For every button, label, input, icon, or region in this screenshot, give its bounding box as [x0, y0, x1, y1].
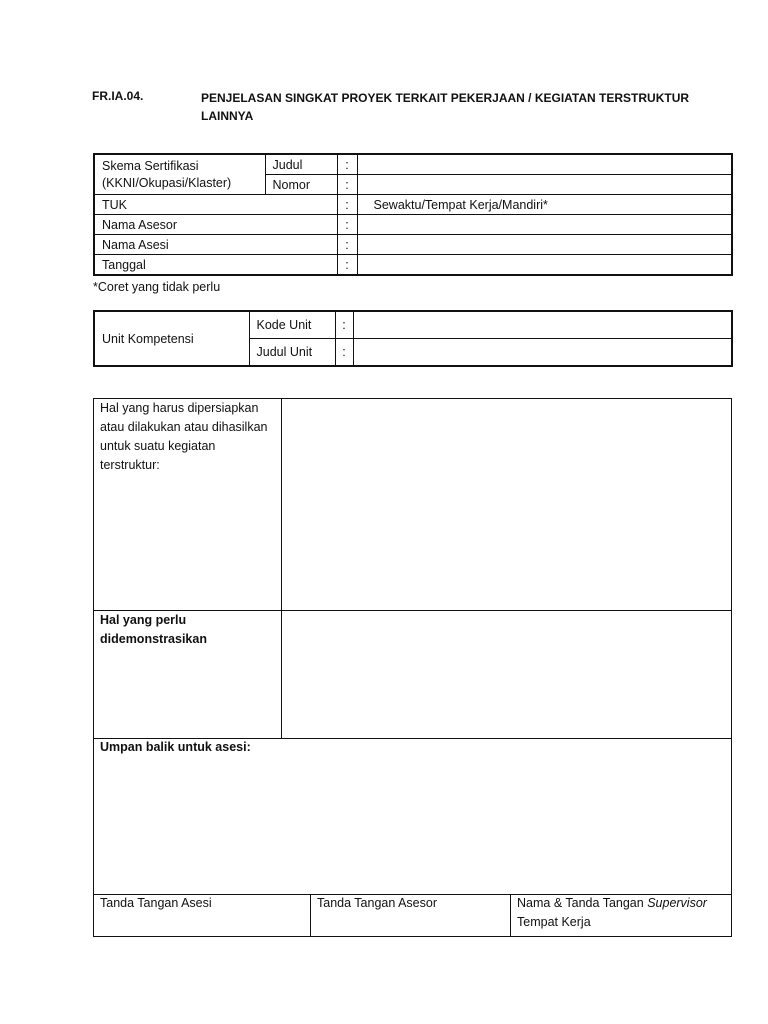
sign-supervisor-italic: Supervisor: [647, 896, 707, 910]
feedback-label: Umpan balik untuk asesi:: [100, 740, 251, 754]
tuk-value[interactable]: Sewaktu/Tempat Kerja/Mandiri*: [357, 195, 732, 215]
asesi-field[interactable]: [357, 235, 732, 255]
sign-supervisor-suffix: Tempat Kerja: [517, 915, 591, 929]
prepare-field[interactable]: [281, 398, 732, 611]
demonstrate-field[interactable]: [281, 610, 732, 739]
judul-unit-label: Judul Unit: [249, 339, 335, 367]
prepare-label: Hal yang harus dipersiapkan atau dilakukan atau dihasilkan untuk suatu kegiatan terstruktur:: [100, 401, 268, 472]
info-table: [93, 153, 733, 276]
skema-sublabel: (KKNI/Okupasi/Klaster): [102, 175, 232, 190]
judul-unit-field[interactable]: [353, 339, 732, 367]
tanggal-field[interactable]: [357, 255, 732, 276]
kode-unit-field[interactable]: [353, 311, 732, 339]
demonstrate-label: Hal yang perlu didemonstrasikan: [100, 613, 207, 646]
sign-supervisor-prefix: Nama & Tanda Tangan: [517, 896, 648, 910]
form-code: FR.IA.04.: [92, 89, 144, 103]
colon: :: [337, 235, 357, 255]
colon: :: [337, 154, 357, 175]
colon: :: [337, 195, 357, 215]
colon: :: [337, 255, 357, 276]
skema-label: Skema Sertifikasi: [102, 158, 199, 173]
sign-asesor-label: Tanda Tangan Asesor: [317, 896, 438, 910]
colon: :: [335, 311, 353, 339]
colon: :: [337, 175, 357, 195]
nomor-field[interactable]: [357, 175, 732, 195]
judul-field[interactable]: [357, 154, 732, 175]
asesi-label: Nama Asesi: [94, 235, 337, 255]
unit-label: Unit Kompetensi: [94, 311, 249, 366]
sign-asesi-label: Tanda Tangan Asesi: [100, 896, 212, 910]
kode-unit-label: Kode Unit: [249, 311, 335, 339]
asesor-label: Nama Asesor: [94, 215, 337, 235]
skema-label-cell: [94, 154, 265, 195]
form-title: PENJELASAN SINGKAT PROYEK TERKAIT PEKERJAAN / KEGIATAN TERSTRUKTUR LAINNYA: [201, 91, 690, 123]
colon: :: [337, 215, 357, 235]
asesor-field[interactable]: [357, 215, 732, 235]
feedback-field[interactable]: [93, 738, 732, 895]
strike-note: *Coret yang tidak perlu: [93, 280, 221, 294]
main-box: [93, 398, 732, 937]
colon: :: [335, 339, 353, 367]
tuk-label: TUK: [94, 195, 337, 215]
nomor-label: Nomor: [265, 175, 337, 195]
sign-supervisor-label: [517, 894, 727, 932]
tanggal-label: Tanggal: [94, 255, 337, 276]
unit-table: [93, 310, 733, 367]
judul-label: Judul: [265, 154, 337, 175]
